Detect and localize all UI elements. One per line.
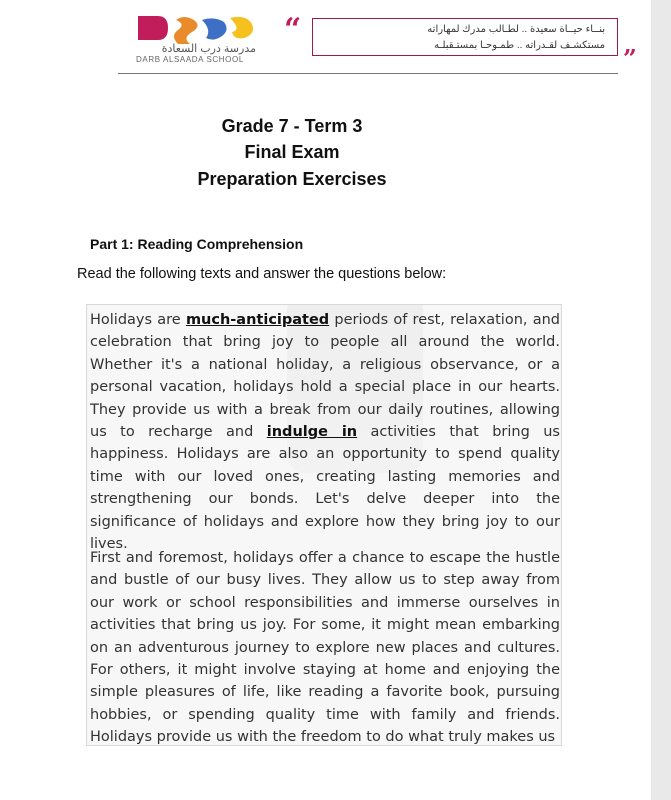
reading-passage-box [86, 304, 562, 746]
logo-arabic-name: مدرسة درب السعادة [161, 43, 256, 55]
passage-text: periods of rest, relaxation, and celebration that bring joy to people all around the world. Whether it's a national holiday, a religious observance, or a personal vacation, holidays hold a special place in our hearts. They provide us with a break from our daily routines, allowing us to recharge and [90, 312, 560, 441]
title-subtitle: Preparation Exercises [197, 169, 387, 189]
instruction-text: Read the following texts and answer the questions below: [77, 266, 447, 282]
vocab-word-much-anticipated: much-anticipated [185, 312, 330, 328]
quote-open-icon: “ [284, 12, 302, 47]
passage-paragraph-1 [90, 309, 560, 555]
passage-text: activities that bring us happiness. Holidays are also an opportunity to spend quality time with our loved ones, creating lasting memories and strengthening our bonds. Let's delve deeper into the significance of holidays and explore how they bring joy to our lives. [90, 424, 560, 553]
school-slogan [312, 18, 618, 56]
header-divider [118, 73, 618, 74]
vocab-word-indulge-in: indulge in [266, 424, 358, 441]
slogan-line-2: مستكشـف لقـدراته .. طمـوحـا بمستـقبلـه [434, 40, 605, 51]
quote-close-icon: ” [623, 44, 637, 73]
title-grade-term: Grade 7 - Term 3 [221, 116, 363, 136]
school-logo [134, 14, 260, 64]
part-heading: Part 1: Reading Comprehension [90, 236, 304, 252]
title-exam: Final Exam [244, 142, 340, 162]
passage-paragraph-2: First and foremost, holidays offer a chance to escape the hustle and bustle of our busy lives. They allow us to step away from our work or school responsibilities and immerse ourselves in activities that bring us joy. For some, it might mean embarking on an adventurous journey to explore new places and cultures. For others, it might involve staying at home and enjoying the simple pleasures of life, like reading a favorite book, pursuing hobbies, or spending quality time with family and friends. Holidays provide us with the freedom to do what truly makes us [90, 550, 560, 746]
passage-text: Holidays are [90, 312, 186, 328]
page-margin-strip [651, 0, 671, 800]
logo-english-name: DARB ALSAADA SCHOOL [136, 55, 244, 64]
slogan-line-1: بنــاء حيــاة سعيدة .. لطـالب مدرك لمهاراته [427, 24, 605, 35]
